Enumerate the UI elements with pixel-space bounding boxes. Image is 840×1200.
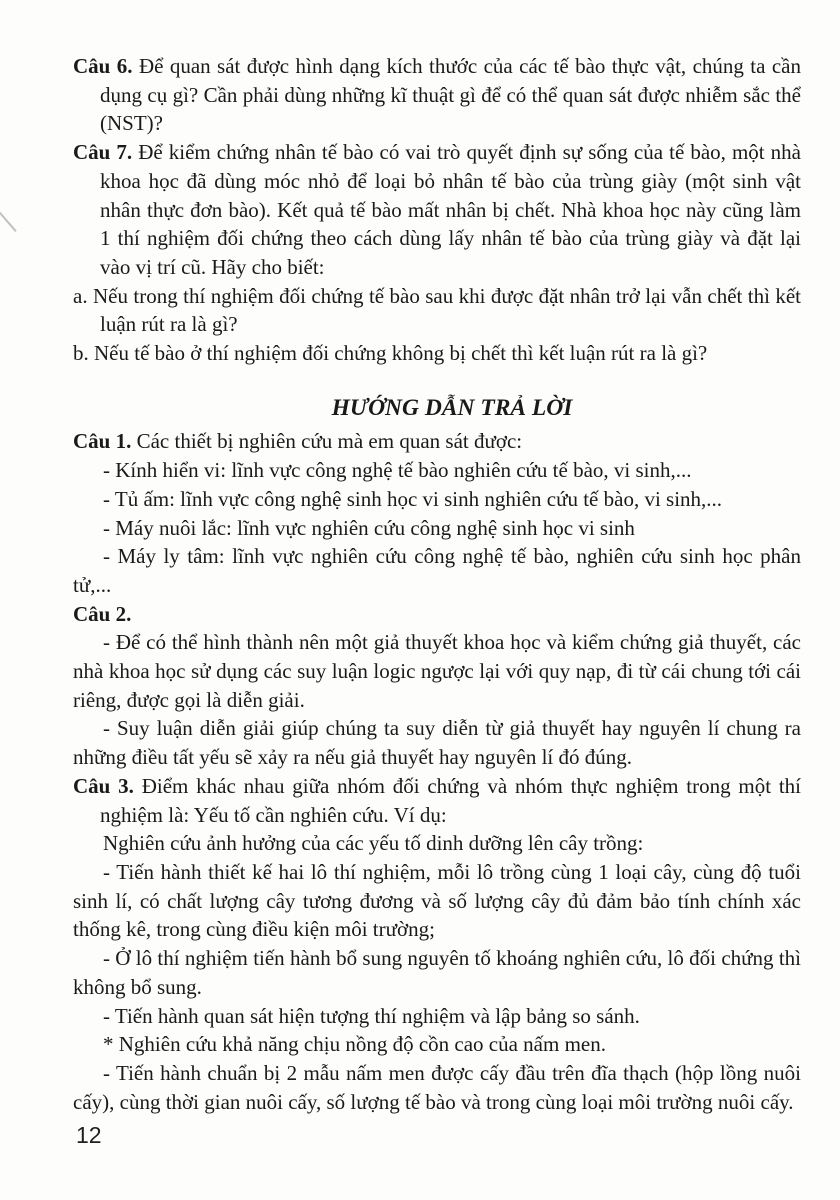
answer-2-label: Câu 2. [73, 601, 132, 626]
answer-3 [73, 772, 801, 829]
question-6-text: Để quan sát được hình dạng kích thước của các tế bào thực vật, chúng ta cần dụng cụ gì? Cần phải dùng những kĩ thuật gì để có thể quan sát được nhiễm sắc thể (NST)? [100, 54, 802, 136]
question-6-label: Câu 6. [73, 54, 133, 78]
answer-1 [73, 427, 801, 456]
answer-3-paragraph: * Nghiên cứu khả năng chịu nồng độ cồn cao của nấm men. [103, 1032, 606, 1057]
answers-heading: HƯỚNG DẪN TRẢ LỜI [331, 394, 573, 421]
question-7-label: Câu 7. [73, 140, 133, 165]
answer-3-paragraph: - Tiến hành chuẩn bị 2 mẫu nấm men được cấy đầu trên đĩa thạch (hộp lồng nuôi cấy), cùng thời gian nuôi cấy, số lượng tế bào và trong cùng loại môi trường nuôi cấy. [73, 1060, 801, 1114]
answer-2-paragraph: - Để có thể hình thành nên một giả thuyết khoa học và kiểm chứng giả thuyết, các nhà khoa học sử dụng các suy luận logic ngược lại với quy nạp, đi từ cái chung tới cái riêng, được gọi là diễn giải. [73, 630, 801, 712]
answer-3-paragraph: - Ở lô thí nghiệm tiến hành bổ sung nguyên tố khoáng nghiên cứu, lô đối chứng thì không bổ sung. [73, 946, 801, 999]
answer-1-item: - Máy nuôi lắc: lĩnh vực nghiên cứu công nghệ sinh học vi sinh [103, 515, 635, 540]
answer-1-item: - Kính hiển vi: lĩnh vực công nghệ tế bào nghiên cứu tế bào, vi sinh,... [103, 458, 692, 483]
answer-1-text: Các thiết bị nghiên cứu mà em quan sát được: [136, 429, 523, 454]
answer-3-label: Câu 3. [73, 773, 134, 798]
question-7-item-a: a. Nếu trong thí nghiệm đối chứng tế bào sau khi được đặt nhân trở lại vẫn chết thì kết luận rút ra là gì? [73, 283, 801, 337]
answer-3-paragraph: - Tiến hành thiết kế hai lô thí nghiệm, mỗi lô trồng cùng 1 loại cây, cùng độ tuổi sinh lí, có chất lượng cây tương đương và số lượng cây đủ đảm bảo tính chính xác thống kê, trong cùng điều kiện môi trường; [73, 859, 801, 942]
question-7-item-b: b. Nếu tế bào ở thí nghiệm đối chứng không bị chết thì kết luận rút ra là gì? [73, 341, 708, 366]
answer-3-paragraph: - Tiến hành quan sát hiện tượng thí nghiệm và lập bảng so sánh. [103, 1003, 640, 1028]
page-number: 12 [76, 1122, 102, 1148]
scan-artifact-line [0, 208, 17, 232]
answer-2 [73, 600, 801, 629]
answer-2-paragraph: - Suy luận diễn giải giúp chúng ta suy diễn từ giả thuyết hay nguyên lí chung ra những điều tất yếu sẽ xảy ra nếu giả thuyết hay nguyên lí đó đúng. [73, 716, 801, 770]
answer-1-label: Câu 1. [73, 429, 132, 454]
question-7 [73, 138, 801, 282]
answer-1-item: - Máy ly tâm: lĩnh vực nghiên cứu công nghệ tế bào, nghiên cứu sinh học phân tử,... [73, 544, 801, 597]
answer-3-text: Điểm khác nhau giữa nhóm đối chứng và nhóm thực nghiệm trong một thí nghiệm là: Yếu tố cần nghiên cứu. Ví dụ: [100, 773, 802, 827]
answer-3-paragraph: Nghiên cứu ảnh hưởng của các yếu tố dinh dưỡng lên cây trồng: [103, 831, 644, 856]
answer-1-item: - Tủ ấm: lĩnh vực công nghệ sinh học vi sinh nghiên cứu tế bào, vi sinh,... [103, 486, 723, 511]
page-content [73, 52, 801, 1116]
question-7-text: Để kiểm chứng nhân tế bào có vai trò quyết định sự sống của tế bào, một nhà khoa học đã dùng móc nhỏ để loại bỏ nhân tế bào của trùng giày (một sinh vật nhân thực đơn bào). Kết quả tế bào mất nhân bị chết. Nhà khoa học này cũng làm 1 thí nghiệm đối chứng theo cách dùng lấy nhân tế bào của trùng giày và đặt lại vào vị trí cũ. Hãy cho biết: [100, 140, 801, 279]
question-6 [73, 52, 801, 138]
